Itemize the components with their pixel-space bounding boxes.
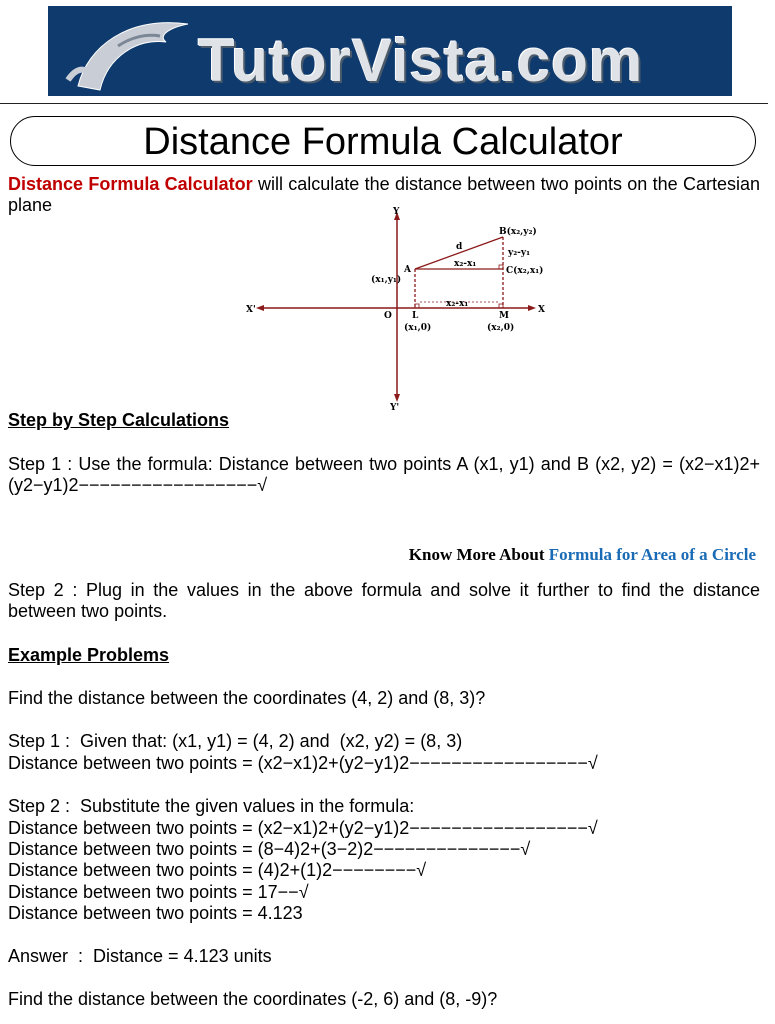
label-c: C(x₂,x₁) [506,266,544,276]
label-d: d [456,242,463,252]
example-formula: Distance between two points = (x2−x1)2+(y2−y1)2−−−−−−−−−−−−−−−−−√ [8,753,598,773]
label-l: L [412,311,419,321]
step2-text: Step 2 : Plug in the values in the above formula and solve it further to find the distance between two points. [8,580,760,621]
example-calc-5: Distance between two points = 4.123 [8,903,303,923]
label-m: M [499,311,509,321]
example-calc-2: Distance between two points = (8−4)2+(3−2)2−−−−−−−−−−−−−−√ [8,839,531,859]
label-m-coord: (x₂,0) [487,323,515,333]
label-dy: y₂-y₁ [508,248,531,258]
title-box [10,116,756,166]
page-title: Distance Formula Calculator [143,121,623,163]
label-x: X [538,305,545,315]
label-a: A [404,265,411,275]
know-more [409,545,756,565]
label-l-coord: (x₁,0) [404,323,432,333]
x-prime-arrow [256,305,264,311]
label-y-prime: Y' [390,403,400,413]
step-heading: Step by Step Calculations [8,410,230,430]
label-y: Y [393,207,400,217]
x-arrow [528,305,536,311]
example-calc-3: Distance between two points = (4)2+(1)2−−−−−−−−√ [8,860,427,880]
logo-text: TutorVista.com [198,27,644,94]
example-question-1: Find the distance between the coordinates (4, 2) and (8, 3)? [8,688,486,708]
intro-highlight: Distance Formula Calculator [8,174,253,194]
example-calc-1: Distance between two points = (x2−x1)2+(y2−y1)2−−−−−−−−−−−−−−−−−√ [8,818,598,838]
know-more-prefix: Know More About [408,545,549,564]
step1-text: Step 1 : Use the formula: Distance between two points A (x1, y1) and B (x2, y2) = (x2−x1)2+(y2−y1)2−−−−−−−−−−−−−−−−−√ [8,454,760,495]
example-answer: Answer : Distance = 4.123 units [8,946,272,966]
label-b: B(x₂,y₂) [499,227,537,237]
example-calc-4: Distance between two points = 17−−√ [8,882,309,902]
distance-diagram [240,202,570,412]
trademark: TM [758,64,775,78]
tutorvista-banner[interactable] [48,6,775,96]
label-dx-bottom: x₂-x₁ [446,299,469,309]
example-heading: Example Problems [8,645,170,665]
label-x-prime: X' [246,305,256,315]
example-question-2: Find the distance between the coordinates (-2, 6) and (8, -9)? [8,989,498,1009]
example-step2: Step 2 : Substitute the given values in the formula: [8,796,415,816]
label-o: O [384,311,392,321]
intro-text: will calculate the distance between two points on the Cartesian plane [8,174,760,215]
example-step1: Step 1 : Given that: (x1, y1) = (4, 2) and (x2, y2) = (8, 3) [8,731,463,751]
y-prime-arrow [394,394,400,402]
label-dx-top: x₂-x₁ [454,259,477,269]
label-a-coord: (x₁,y₁) [371,275,402,285]
divider [0,103,768,104]
area-of-circle-link[interactable]: Formula for Area of a Circle [548,545,756,564]
